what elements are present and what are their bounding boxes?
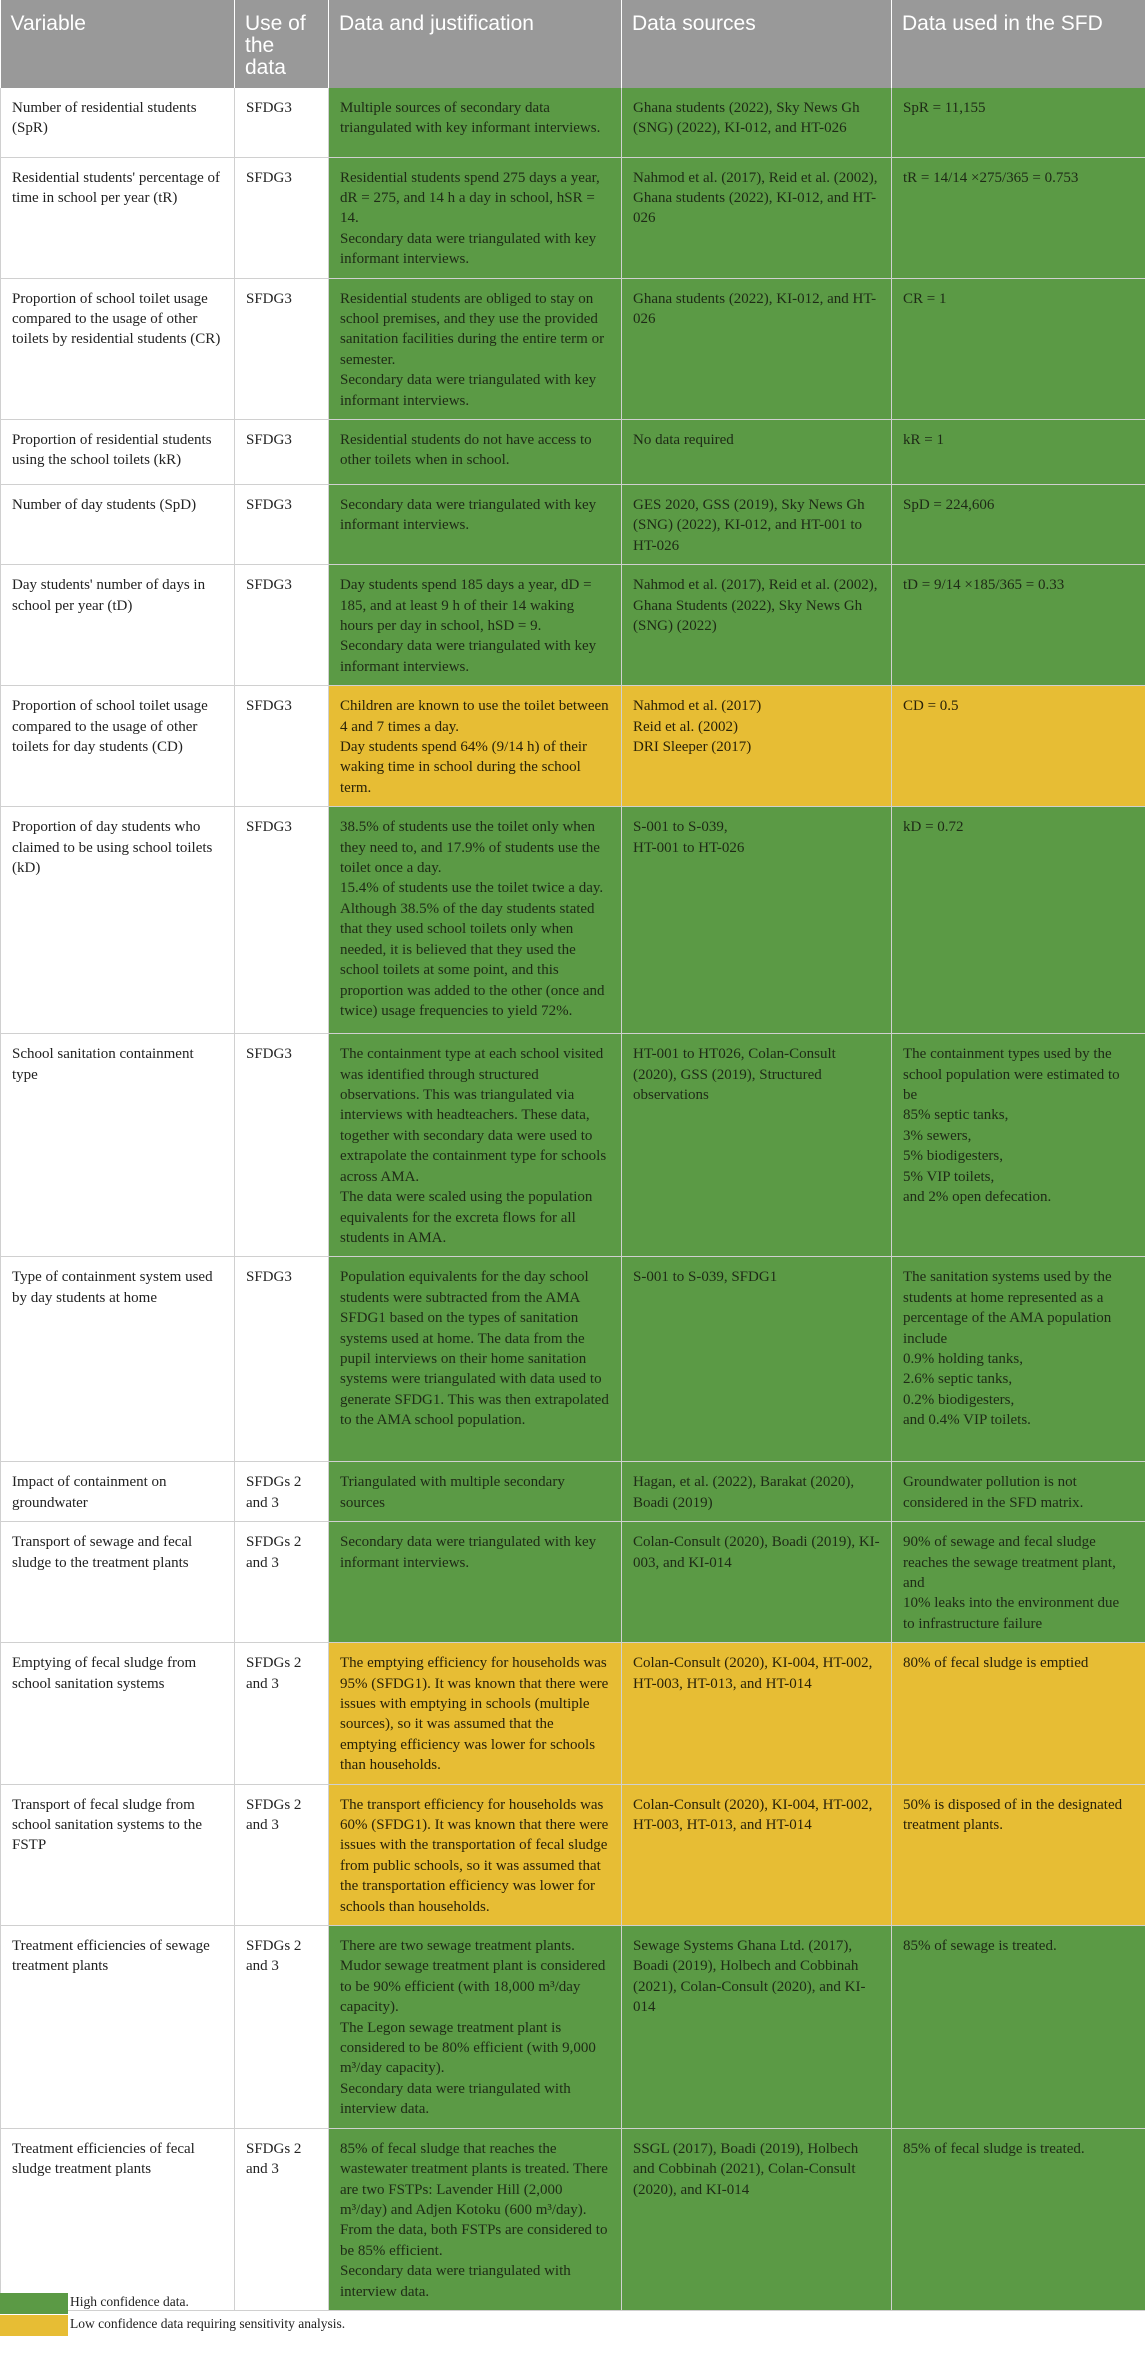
row-justification-line: Secondary data were triangulated with key informant interviews. bbox=[340, 496, 597, 534]
row-justification bbox=[329, 1257, 622, 1462]
row-data-sources-line: Hagan, et al. (2022), Barakat (2020), Boadi (2019) bbox=[633, 1474, 855, 1511]
row-sfd-value bbox=[892, 686, 1145, 807]
row-data-sources-line: Reid et al. (2002) bbox=[633, 718, 738, 735]
header-data-used-in-sfd: Data used in the SFD bbox=[892, 0, 1145, 88]
row-justification-line: The containment type at each school visited was identified through structured observations. This was triangulated via interviews with headteachers. These data, together with secondary data were used to extrapolate the containment type for schools across AMA. bbox=[340, 1046, 607, 1185]
legend-swatch bbox=[0, 2315, 68, 2336]
row-variable bbox=[1, 157, 235, 278]
table-row bbox=[1, 686, 1145, 807]
row-variable bbox=[1, 88, 235, 157]
row-data-sources bbox=[622, 88, 892, 157]
row-sfd-value bbox=[892, 1926, 1145, 2129]
row-justification bbox=[329, 1926, 622, 2129]
row-sfd-value-line: CR = 1 bbox=[903, 290, 947, 307]
row-data-sources-line: Nahmod et al. (2017), Reid et al. (2002), Ghana students (2022), KI-012, and HT-026 bbox=[633, 169, 878, 227]
table-header bbox=[1, 0, 1145, 88]
row-variable-line: Number of day students (SpD) bbox=[12, 496, 197, 513]
row-variable-line: School sanitation containment type bbox=[12, 1046, 194, 1083]
row-justification bbox=[329, 686, 622, 807]
row-justification-line: 15.4% of students use the toilet twice a day. Although 38.5% of the day students stated that they used school toilets only when needed, it is believed that they used the school toilets at some point, and this proportion was added to the other (once and twice) usage frequencies to yield 72%. bbox=[340, 880, 605, 1019]
row-variable-line: Day students' number of days in school per year (tD) bbox=[12, 577, 206, 614]
row-justification bbox=[329, 419, 622, 484]
row-sfd-value bbox=[892, 88, 1145, 157]
row-data-sources bbox=[622, 1926, 892, 2129]
row-variable-line: Proportion of residential students using the school toilets (kR) bbox=[12, 431, 212, 469]
row-sfd-value-line: 90% of sewage and fecal sludge reaches the sewage treatment plant, and bbox=[903, 1534, 1116, 1591]
table-row bbox=[1, 419, 1145, 484]
row-sfd-value-line: 85% of sewage is treated. bbox=[903, 1938, 1057, 1955]
row-sfd-value-line: The sanitation systems used by the students at home represented as a percentage of the AMA population include bbox=[903, 1269, 1112, 1347]
row-data-sources-line: Nahmod et al. (2017), Reid et al. (2002), Ghana Students (2022), Sky News Gh (SNG) (2022) bbox=[633, 577, 878, 634]
row-use-line: SFDG3 bbox=[246, 577, 292, 594]
row-variable bbox=[1, 686, 235, 807]
header-data-and-justification: Data and justification bbox=[329, 0, 622, 88]
row-use-line: SFDG3 bbox=[246, 100, 292, 116]
legend-swatch bbox=[0, 2293, 68, 2314]
row-use bbox=[235, 686, 329, 807]
table-row bbox=[1, 1034, 1145, 1257]
row-data-sources bbox=[622, 2128, 892, 2310]
row-variable-line: Residential students' percentage of time in school per year (tR) bbox=[12, 169, 221, 206]
row-justification bbox=[329, 565, 622, 686]
row-use bbox=[235, 565, 329, 686]
row-variable-line: Treatment efficiencies of sewage treatment plants bbox=[12, 1938, 210, 1975]
row-data-sources bbox=[622, 1034, 892, 1257]
row-sfd-value-line: 0.2% biodigesters, bbox=[903, 1391, 1015, 1408]
row-sfd-value bbox=[892, 1257, 1145, 1462]
row-variable-line: Transport of fecal sludge from school sanitation systems to the FSTP bbox=[12, 1796, 202, 1854]
row-variable-line: Treatment efficiencies of fecal sludge treatment plants bbox=[12, 2140, 195, 2178]
row-use-line: SFDG3 bbox=[246, 819, 292, 836]
header-data-sources: Data sources bbox=[622, 0, 892, 88]
row-sfd-value bbox=[892, 1462, 1145, 1522]
row-use bbox=[235, 1643, 329, 1784]
row-use-line: SFDGs 2 and 3 bbox=[246, 2140, 302, 2178]
row-sfd-value-line: 50% is disposed of in the designated treatment plants. bbox=[903, 1796, 1123, 1833]
table-row bbox=[1, 1926, 1145, 2129]
row-sfd-value-line: 0.9% holding tanks, bbox=[903, 1350, 1023, 1367]
table-row bbox=[1, 807, 1145, 1034]
header-variable: Variable bbox=[1, 0, 235, 88]
row-variable-line: Type of containment system used by day students at home bbox=[12, 1269, 213, 1306]
row-data-sources-line: DRI Sleeper (2017) bbox=[633, 739, 752, 756]
row-use bbox=[235, 1522, 329, 1643]
row-justification bbox=[329, 1784, 622, 1925]
row-justification-line: The transport efficiency for households was 60% (SFDG1). It was known that there were issues with the transportation of fecal sludge from public schools, so it was assumed that the transportation efficiency was lower for schools than households. bbox=[340, 1796, 609, 1915]
row-data-sources-line: No data required bbox=[633, 431, 734, 448]
row-data-sources-line: GES 2020, GSS (2019), Sky News Gh (SNG) (2022), KI-012, and HT-001 to HT-026 bbox=[633, 496, 865, 554]
row-sfd-value bbox=[892, 419, 1145, 484]
row-justification-line: Day students spend 185 days a year, dD = 185, and at least 9 h of their 14 waking hours per day in school, hSD = 9. bbox=[340, 577, 592, 634]
table-row bbox=[1, 1784, 1145, 1925]
row-data-sources-line: S-001 to S-039, SFDG1 bbox=[633, 1269, 778, 1286]
table-row bbox=[1, 1257, 1145, 1462]
row-data-sources bbox=[622, 1784, 892, 1925]
row-variable bbox=[1, 1926, 235, 2129]
table-row bbox=[1, 484, 1145, 564]
row-variable-line: Emptying of fecal sludge from school sanitation systems bbox=[12, 1655, 197, 1692]
table-row bbox=[1, 88, 1145, 157]
row-data-sources bbox=[622, 807, 892, 1034]
row-data-sources bbox=[622, 1643, 892, 1784]
row-variable bbox=[1, 419, 235, 484]
row-sfd-value-line: and 0.4% VIP toilets. bbox=[903, 1412, 1031, 1429]
row-sfd-value-line: 85% septic tanks, bbox=[903, 1107, 1009, 1124]
row-use-line: SFDGs 2 and 3 bbox=[246, 1474, 302, 1511]
row-use bbox=[235, 484, 329, 564]
row-data-sources bbox=[622, 419, 892, 484]
row-use bbox=[235, 1257, 329, 1462]
row-justification-line: Secondary data were triangulated with key informant interviews. bbox=[340, 1534, 597, 1571]
row-sfd-value-line: kD = 0.72 bbox=[903, 819, 964, 836]
row-variable-line: Proportion of day students who claimed to be using school toilets (kD) bbox=[12, 819, 213, 877]
row-justification bbox=[329, 484, 622, 564]
row-variable bbox=[1, 1522, 235, 1643]
row-use-line: SFDG3 bbox=[246, 698, 292, 715]
row-use bbox=[235, 2128, 329, 2310]
row-justification bbox=[329, 278, 622, 419]
row-data-sources bbox=[622, 484, 892, 564]
row-sfd-value-line: The containment types used by the school population were estimated to be bbox=[903, 1046, 1120, 1104]
row-variable-line: Impact of containment on groundwater bbox=[12, 1474, 167, 1511]
row-justification-line: Residential students spend 275 days a year, dR = 275, and 14 h a day in school, hSR = 14. bbox=[340, 169, 600, 227]
row-variable bbox=[1, 565, 235, 686]
row-sfd-value-line: and 2% open defecation. bbox=[903, 1189, 1052, 1206]
row-justification bbox=[329, 807, 622, 1034]
table-row bbox=[1, 1522, 1145, 1643]
row-variable bbox=[1, 1462, 235, 1522]
row-justification-line: 38.5% of students use the toilet only when they need to, and 17.9% of students use the toilet once a day. bbox=[340, 819, 600, 877]
row-data-sources-line: S-001 to S-039, bbox=[633, 819, 728, 836]
row-data-sources bbox=[622, 1462, 892, 1522]
row-use bbox=[235, 807, 329, 1034]
row-sfd-value-line: tR = 14/14 ×275/365 = 0.753 bbox=[903, 169, 1079, 186]
row-data-sources-line: HT-001 to HT-026 bbox=[633, 839, 745, 856]
row-variable bbox=[1, 1643, 235, 1784]
row-sfd-value bbox=[892, 484, 1145, 564]
row-data-sources-line: Colan-Consult (2020), KI-004, HT-002, HT-003, HT-013, and HT-014 bbox=[633, 1655, 873, 1692]
table-body bbox=[1, 88, 1145, 2310]
row-variable bbox=[1, 278, 235, 419]
row-use bbox=[235, 278, 329, 419]
row-data-sources bbox=[622, 157, 892, 278]
row-use bbox=[235, 88, 329, 157]
row-variable bbox=[1, 2128, 235, 2310]
row-justification bbox=[329, 2128, 622, 2310]
row-justification-line: Secondary data were triangulated with interview data. bbox=[340, 2080, 571, 2118]
row-sfd-value-line: 80% of fecal sludge is emptied bbox=[903, 1655, 1089, 1672]
row-justification bbox=[329, 1462, 622, 1522]
row-justification-line: Multiple sources of secondary data triangulated with key informant interviews. bbox=[340, 100, 601, 137]
row-justification-line: Secondary data were triangulated with key informant interviews. bbox=[340, 372, 597, 409]
row-sfd-value bbox=[892, 1643, 1145, 1784]
table-row bbox=[1, 278, 1145, 419]
table-row bbox=[1, 2128, 1145, 2310]
row-sfd-value bbox=[892, 1522, 1145, 1643]
row-sfd-value bbox=[892, 565, 1145, 686]
row-variable bbox=[1, 1257, 235, 1462]
row-sfd-value-line: 5% biodigesters, bbox=[903, 1148, 1003, 1165]
row-use bbox=[235, 1462, 329, 1522]
row-use-line: SFDG3 bbox=[246, 290, 292, 307]
header-row bbox=[1, 0, 1145, 88]
row-data-sources-line: SSGL (2017), Boadi (2019), Holbech and Cobbinah (2021), Colan-Consult (2020), and KI-014 bbox=[633, 2140, 859, 2198]
row-sfd-value-line: 85% of fecal sludge is treated. bbox=[903, 2140, 1085, 2157]
row-justification bbox=[329, 88, 622, 157]
row-sfd-value bbox=[892, 278, 1145, 419]
row-justification-line: Day students spend 64% (9/14 h) of their waking time in school during the school term. bbox=[340, 739, 588, 796]
legend-label: High confidence data. bbox=[70, 2294, 189, 2309]
table-row bbox=[1, 157, 1145, 278]
row-justification-line: 85% of fecal sludge that reaches the wastewater treatment plants is treated. There are two FSTPs: Lavender Hill (2,000 m³/day) and Adjen Kotoku (600 m³/day). From the data, both FSTPs are considered to be 85% efficient. bbox=[340, 2140, 608, 2259]
row-data-sources-line: Ghana students (2022), KI-012, and HT-026 bbox=[633, 290, 877, 327]
row-use-line: SFDG3 bbox=[246, 169, 292, 186]
row-justification-line: The data were scaled using the population equivalents for the excreta flows for all students in AMA. bbox=[340, 1189, 593, 1246]
row-sfd-value bbox=[892, 1034, 1145, 1257]
row-sfd-value-line: 5% VIP toilets, bbox=[903, 1168, 995, 1185]
row-justification bbox=[329, 157, 622, 278]
row-variable-line: Transport of sewage and fecal sludge to the treatment plants bbox=[12, 1534, 193, 1571]
row-sfd-value-line: 2.6% septic tanks, bbox=[903, 1371, 1013, 1388]
row-justification-line: Secondary data were triangulated with key informant interviews. bbox=[340, 638, 597, 675]
row-data-sources-line: Sewage Systems Ghana Ltd. (2017), Boadi (2019), Holbech and Cobbinah (2021), Colan-Consult (2020), and KI-014 bbox=[633, 1938, 866, 2016]
row-use bbox=[235, 157, 329, 278]
row-data-sources-line: Colan-Consult (2020), KI-004, HT-002, HT-003, HT-013, and HT-014 bbox=[633, 1796, 873, 1833]
row-sfd-value-line: 3% sewers, bbox=[903, 1127, 972, 1144]
row-justification-line: The emptying efficiency for households was 95% (SFDG1). It was known that there were issues with emptying in schools (multiple sources), so it was assumed that the emptying efficiency was lower for schools than households. bbox=[340, 1655, 609, 1774]
row-use bbox=[235, 1784, 329, 1925]
row-use bbox=[235, 419, 329, 484]
row-variable-line: Number of residential students (SpR) bbox=[12, 100, 197, 137]
row-sfd-value-line: Groundwater pollution is not considered in the SFD matrix. bbox=[903, 1474, 1084, 1511]
row-sfd-value-line: 10% leaks into the environment due to infrastructure failure bbox=[903, 1595, 1120, 1632]
row-justification bbox=[329, 1034, 622, 1257]
row-sfd-value-line: SpR = 11,155 bbox=[903, 100, 986, 116]
row-data-sources bbox=[622, 1522, 892, 1643]
row-variable-line: Proportion of school toilet usage compared to the usage of other toilets for day students (CD) bbox=[12, 698, 208, 756]
row-data-sources bbox=[622, 1257, 892, 1462]
row-use-line: SFDG3 bbox=[246, 1269, 292, 1286]
row-sfd-value-line: SpD = 224,606 bbox=[903, 496, 995, 513]
row-use-line: SFDGs 2 and 3 bbox=[246, 1655, 302, 1692]
row-sfd-value bbox=[892, 1784, 1145, 1925]
row-use-line: SFDGs 2 and 3 bbox=[246, 1534, 302, 1571]
row-sfd-value-line: tD = 9/14 ×185/365 = 0.33 bbox=[903, 577, 1065, 594]
row-variable bbox=[1, 1034, 235, 1257]
row-variable bbox=[1, 807, 235, 1034]
row-use bbox=[235, 1926, 329, 2129]
row-data-sources-line: Ghana students (2022), Sky News Gh (SNG) (2022), KI-012, and HT-026 bbox=[633, 100, 860, 137]
header-use-of-data: Use of the data bbox=[235, 0, 329, 88]
row-sfd-value bbox=[892, 2128, 1145, 2310]
row-justification bbox=[329, 1522, 622, 1643]
row-variable-line: Proportion of school toilet usage compared to the usage of other toilets by residential students (CR) bbox=[12, 290, 221, 348]
table-row bbox=[1, 565, 1145, 686]
row-use-line: SFDG3 bbox=[246, 431, 292, 448]
legend-label: Low confidence data requiring sensitivity analysis. bbox=[70, 2316, 346, 2331]
row-justification-line: Residential students do not have access to other toilets when in school. bbox=[340, 431, 592, 469]
row-justification bbox=[329, 1643, 622, 1784]
row-use-line: SFDG3 bbox=[246, 496, 292, 513]
row-data-sources bbox=[622, 278, 892, 419]
row-justification-line: Secondary data were triangulated with key informant interviews. bbox=[340, 230, 597, 268]
row-justification-line: Residential students are obliged to stay on school premises, and they use the provided sanitation facilities during the entire term or semester. bbox=[340, 290, 605, 368]
row-justification-line: The Legon sewage treatment plant is considered to be 80% efficient (with 9,000 m³/day capacity). bbox=[340, 2019, 596, 2077]
row-justification-line: Triangulated with multiple secondary sources bbox=[340, 1474, 565, 1511]
row-use-line: SFDGs 2 and 3 bbox=[246, 1796, 302, 1833]
row-justification-line: Secondary data were triangulated with interview data. bbox=[340, 2263, 571, 2300]
row-variable bbox=[1, 1784, 235, 1925]
row-use-line: SFDGs 2 and 3 bbox=[246, 1938, 302, 1975]
row-justification-line: Population equivalents for the day school students were subtracted from the AMA SFDG1 based on the types of sanitation systems used at home. The data from the pupil interviews on their home sanitation systems were triangulated with data used to generate SFDG1. This was then extrapolated to the AMA school population. bbox=[340, 1269, 609, 1429]
row-variable bbox=[1, 484, 235, 564]
row-sfd-value bbox=[892, 807, 1145, 1034]
row-justification-line: There are two sewage treatment plants. Mudor sewage treatment plant is considered to be 90% efficient (with 18,000 m³/day capacity). bbox=[340, 1938, 606, 2016]
row-data-sources-line: Colan-Consult (2020), Boadi (2019), KI-003, and KI-014 bbox=[633, 1534, 880, 1571]
row-use-line: SFDG3 bbox=[246, 1046, 292, 1063]
row-data-sources-line: Nahmod et al. (2017) bbox=[633, 698, 762, 715]
row-sfd-value-line: CD = 0.5 bbox=[903, 698, 959, 715]
row-use bbox=[235, 1034, 329, 1257]
row-data-sources bbox=[622, 686, 892, 807]
table-row bbox=[1, 1643, 1145, 1784]
row-justification-line: Children are known to use the toilet between 4 and 7 times a day. bbox=[340, 698, 609, 735]
row-sfd-value-line: kR = 1 bbox=[903, 431, 944, 448]
table-row bbox=[1, 1462, 1145, 1522]
row-data-sources-line: HT-001 to HT026, Colan-Consult (2020), GSS (2019), Structured observations bbox=[633, 1046, 836, 1104]
row-sfd-value bbox=[892, 157, 1145, 278]
row-data-sources bbox=[622, 565, 892, 686]
